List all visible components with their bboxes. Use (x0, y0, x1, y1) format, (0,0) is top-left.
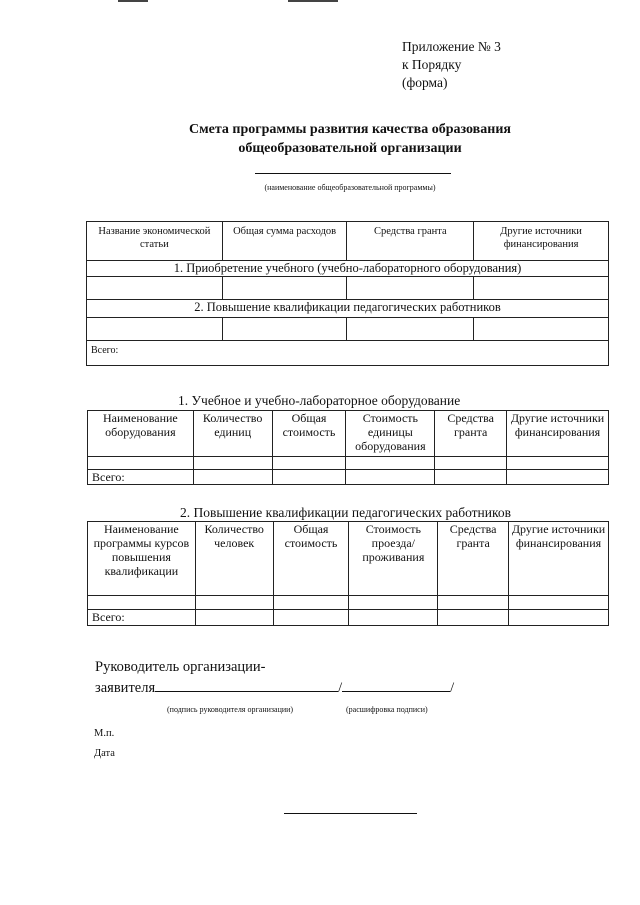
header-cell: Стоимость проезда/ проживания (349, 522, 438, 596)
total-row (87, 341, 609, 366)
table-header-row (88, 411, 609, 457)
table-cell[interactable] (87, 318, 223, 341)
section-row (87, 261, 609, 277)
program-name-line (255, 173, 451, 174)
program-name-caption: (наименование общеобразовательной программы) (264, 183, 436, 192)
decoding-caption: (расшифровка подписи) (346, 705, 428, 714)
table-cell[interactable] (193, 470, 272, 485)
signature-row (95, 677, 454, 698)
header-cell: Стоимость единицы оборудования (346, 411, 435, 457)
table-cell[interactable] (222, 277, 347, 300)
total-label: Всего: (88, 470, 194, 485)
section-2-title: 2. Повышение квалификации педагогических работников (87, 300, 609, 318)
equipment-section-heading: 1. Учебное и учебно-лабораторное оборудование (178, 393, 461, 408)
total-row (88, 470, 609, 485)
table-cell[interactable] (507, 457, 609, 470)
section-row (87, 300, 609, 318)
section-1-title: 1. Приобретение учебного (учебно-лабораторного оборудования) (87, 261, 609, 277)
table-cell[interactable] (435, 470, 507, 485)
table-cell[interactable] (346, 470, 435, 485)
header-cell: Общая стоимость (273, 522, 349, 596)
table-cell[interactable] (474, 277, 609, 300)
table-cell[interactable] (438, 610, 509, 626)
table-cell[interactable] (509, 596, 609, 610)
table-row (87, 277, 609, 300)
header-cell: Другие источники финансирования (507, 411, 609, 457)
signature-caption: (подпись руководителя организации) (167, 705, 294, 714)
title-line-1: Смета программы развития качества образования (189, 122, 511, 137)
signature-title: Руководитель организации- (95, 659, 266, 675)
table-cell[interactable] (87, 277, 223, 300)
table-cell[interactable] (193, 457, 272, 470)
header-cell: Наименование оборудования (88, 411, 194, 457)
header-cell: Наименование программы курсов повышения квалификации (88, 522, 196, 596)
table-cell[interactable] (88, 596, 196, 610)
separator: / (338, 680, 343, 696)
table-cell[interactable] (272, 470, 346, 485)
table-cell[interactable] (347, 277, 474, 300)
table-header-row (87, 222, 609, 261)
table-cell[interactable] (347, 318, 474, 341)
training-table (87, 521, 609, 626)
document-title (120, 120, 580, 158)
table-cell[interactable] (222, 318, 347, 341)
equipment-table (87, 410, 609, 485)
header-cell: Название экономической статьи (87, 222, 223, 261)
table-row (87, 318, 609, 341)
table-cell[interactable] (195, 610, 273, 626)
table-cell[interactable] (195, 596, 273, 610)
header-cell: Общая стоимость (272, 411, 346, 457)
header-cell: Средства гранта (438, 522, 509, 596)
table-cell[interactable] (349, 596, 438, 610)
signature-field[interactable] (155, 677, 338, 692)
appendix-line-1: Приложение № 3 (402, 39, 501, 54)
appendix-line-3: (форма) (402, 75, 448, 90)
header-cell: Общая сумма расходов (222, 222, 347, 261)
table-row (88, 596, 609, 610)
applicant-label: заявителя (95, 680, 156, 696)
header-cell: Средства гранта (347, 222, 474, 261)
header-cell: Средства гранта (435, 411, 507, 457)
bottom-line (284, 813, 417, 814)
scan-mark (118, 0, 148, 2)
table-row (88, 457, 609, 470)
table-header-row (88, 522, 609, 596)
table-cell[interactable] (474, 318, 609, 341)
seal-label: М.п. (94, 728, 115, 739)
table-cell[interactable] (349, 610, 438, 626)
total-label: Всего: (88, 610, 196, 626)
scan-mark (288, 0, 338, 2)
table-cell[interactable] (346, 457, 435, 470)
separator: / (450, 680, 455, 696)
appendix-note (402, 38, 501, 92)
date-label: Дата (94, 748, 115, 759)
total-label: Всего: (87, 341, 609, 366)
table-cell[interactable] (435, 457, 507, 470)
training-section-heading: 2. Повышение квалификации педагогических работников (180, 505, 512, 520)
header-cell: Другие источники финансирования (474, 222, 609, 261)
budget-summary-table (86, 221, 609, 366)
table-cell[interactable] (507, 470, 609, 485)
appendix-line-2: к Порядку (402, 57, 462, 72)
total-row (88, 610, 609, 626)
header-cell: Количество единиц (193, 411, 272, 457)
table-cell[interactable] (273, 596, 349, 610)
table-cell[interactable] (438, 596, 509, 610)
title-line-2: общеобразовательной организации (238, 141, 462, 156)
table-cell[interactable] (509, 610, 609, 626)
table-cell[interactable] (273, 610, 349, 626)
signature-decoding-field[interactable] (342, 677, 450, 692)
table-cell[interactable] (88, 457, 194, 470)
header-cell: Другие источники финансирования (509, 522, 609, 596)
header-cell: Количество человек (195, 522, 273, 596)
table-cell[interactable] (272, 457, 346, 470)
